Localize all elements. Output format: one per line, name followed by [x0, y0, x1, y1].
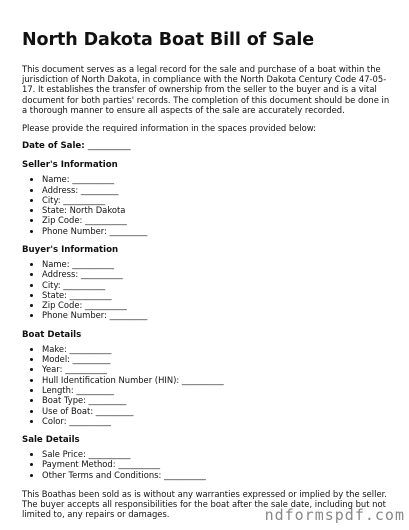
closing-paragraph: This Boathas been sold as is without any warranties expressed or implied by the seller. The buyer accepts all responsibilities for the boat after the sale date, including but not limited to, any repairs or damages. — [22, 489, 387, 520]
sale-price[interactable]: • Sale Price: __________ — [42, 449, 394, 459]
seller-city[interactable]: • City: __________ — [42, 195, 394, 205]
seller-phone[interactable]: • Phone Number: _________ — [42, 226, 394, 236]
boat-color[interactable]: • Color: __________ — [42, 416, 394, 426]
date-of-sale — [22, 141, 394, 151]
buyer-address[interactable]: • Address: __________ — [42, 269, 394, 279]
seller-address[interactable]: • Address: _________ — [42, 185, 394, 195]
boat-type[interactable]: • Boat Type: _________ — [42, 395, 394, 405]
seller-name[interactable]: • Name: __________ — [42, 174, 394, 184]
sale-heading: Sale Details — [22, 435, 80, 446]
boat-use[interactable]: • Use of Boat: _________ — [42, 406, 394, 416]
seller-zip[interactable]: • Zip Code: __________ — [42, 215, 394, 225]
date-of-sale-field[interactable]: __________ — [87, 141, 131, 152]
buyer-heading: Buyer's Information — [22, 245, 119, 255]
seller-list — [22, 174, 394, 236]
boat-year[interactable]: • Year: __________ — [42, 364, 394, 374]
other-terms[interactable]: • Other Terms and Conditions: __________ — [42, 470, 394, 480]
buyer-phone[interactable]: • Phone Number: _________ — [42, 310, 394, 320]
boat-list — [22, 344, 394, 426]
boat-hin[interactable]: • Hull Identification Number (HIN): __________ — [42, 375, 394, 385]
sale-list — [22, 449, 394, 480]
payment-method[interactable]: • Payment Method: __________ — [42, 459, 394, 469]
date-of-sale-label: Date of Sale: — [22, 141, 85, 152]
buyer-zip[interactable]: • Zip Code: __________ — [42, 300, 394, 310]
buyer-state[interactable]: • State: __________ — [42, 290, 394, 300]
seller-heading: Seller's Information — [22, 160, 118, 171]
boat-model[interactable]: • Model: _________ — [42, 354, 394, 364]
document-page — [22, 30, 394, 528]
document-title: North Dakota Boat Bill of Sale — [22, 30, 315, 50]
boat-length[interactable]: • Length: _________ — [42, 385, 394, 395]
boat-make[interactable]: • Make: __________ — [42, 344, 394, 354]
buyer-name[interactable]: • Name: __________ — [42, 259, 394, 269]
intro-paragraph: This document serves as a legal record for the sale and purchase of a boat within the jurisdiction of North Dakota, in compliance with the North Dakota Century Code 47-05-17. It establishes the transfer of ownership from the seller to the buyer and is a vital document for both parties' records. The completion of this document should be done in a thorough manner to ensure all aspects of the sale are accurately recorded. — [22, 64, 390, 115]
buyer-list — [22, 259, 394, 321]
boat-heading: Boat Details — [22, 329, 82, 340]
instruction-text: Please provide the required information in the spaces provided below: — [22, 123, 316, 134]
watermark: ndformspdf.com — [264, 506, 405, 524]
buyer-city[interactable]: • City: __________ — [42, 280, 394, 290]
seller-state: • State: North Dakota — [42, 205, 394, 215]
